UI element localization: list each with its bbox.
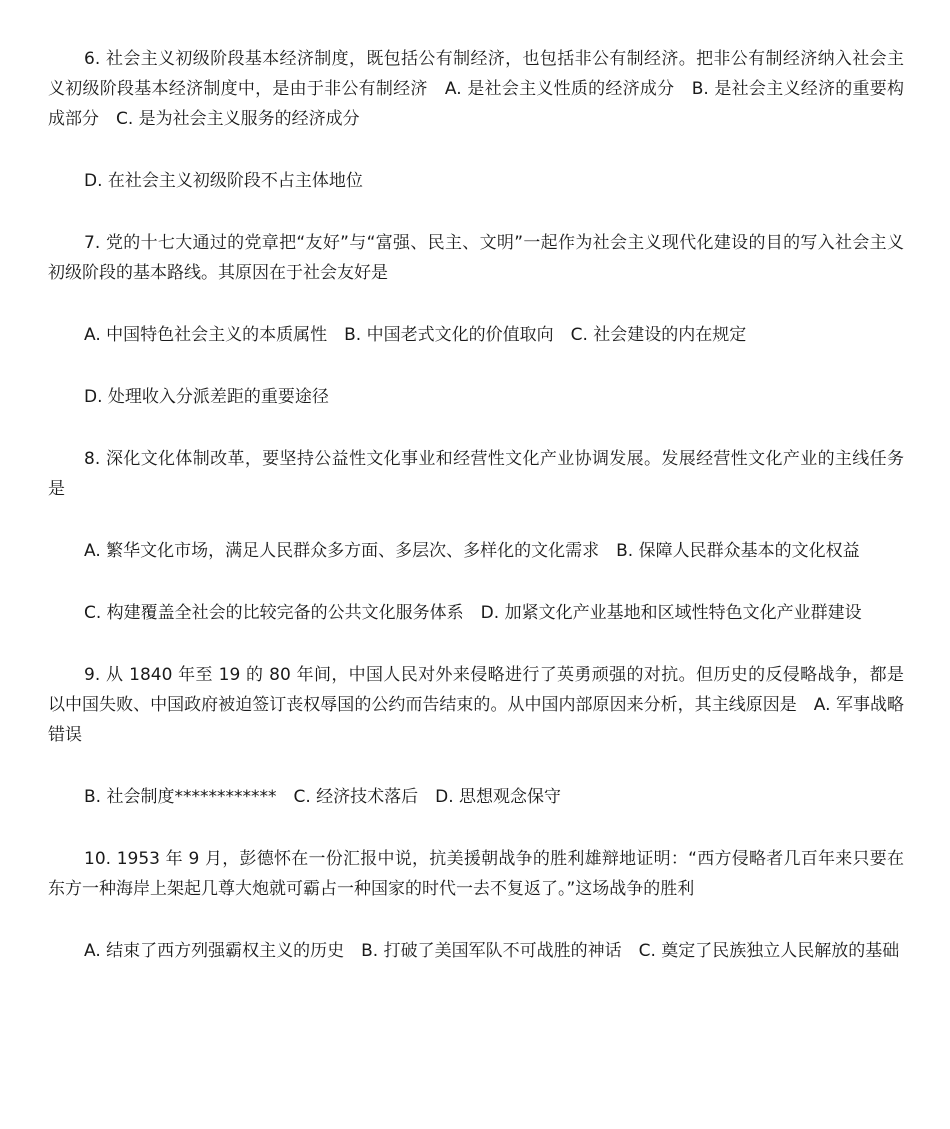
question-10-options-abc: A. 结束了西方列强霸权主义的历史 B. 打破了美国军队不可战胜的神话 C. 奠定了民族独立人民解放的基础 <box>84 941 900 961</box>
question-7-options-abc: A. 中国特色社会主义的本质属性 B. 中国老式文化的价值取向 C. 社会建设的内在规定 <box>84 325 747 345</box>
document-body <box>48 44 904 966</box>
question-9-options-bcd: B. 社会制度************ C. 经济技术落后 D. 思想观念保守 <box>84 787 562 807</box>
question-10-stem: 10. 1953 年 9 月，彭德怀在一份汇报中说，抗美援朝战争的胜利雄辩地证明：“西方侵略者几百年来只要在东方一种海岸上架起几尊大炮就可霸占一种国家的时代一去不复返了。”这场战争的胜利 <box>48 849 904 899</box>
question-8-stem: 8. 深化文化体制改革，要坚持公益性文化事业和经营性文化产业协调发展。发展经营性文化产业的主线任务是 <box>48 449 904 499</box>
question-6-stem: 6. 社会主义初级阶段基本经济制度，既包括公有制经济，也包括非公有制经济。把非公有制经济纳入社会主义初级阶段基本经济制度中，是由于非公有制经济 A. 是社会主义性质的经济成分 B. 是社会主义经济的重要构成部分 C. 是为社会主义服务的经济成分 <box>48 49 904 129</box>
question-9-stem: 9. 从 1840 年至 19 的 80 年间，中国人民对外来侵略进行了英勇顽强的对抗。但历史的反侵略战争，都是以中国失败、中国政府被迫签订丧权辱国的公约而告结束的。从中国内部原因来分析，其主线原因是 A. 军事战略错误 <box>48 665 904 745</box>
question-7-option-d: D. 处理收入分派差距的重要途径 <box>84 387 329 407</box>
question-7-stem: 7. 党的十七大通过的党章把“友好”与“富强、民主、文明”一起作为社会主义现代化建设的目的写入社会主义初级阶段的基本路线。其原因在于社会友好是 <box>48 233 904 283</box>
question-8-options-cd: C. 构建覆盖全社会的比较完备的公共文化服务体系 D. 加紧文化产业基地和区域性特色文化产业群建设 <box>84 603 862 623</box>
question-6-option-d: D. 在社会主义初级阶段不占主体地位 <box>84 171 363 191</box>
question-8-options-ab: A. 繁华文化市场，满足人民群众多方面、多层次、多样化的文化需求 B. 保障人民群众基本的文化权益 <box>84 541 860 561</box>
